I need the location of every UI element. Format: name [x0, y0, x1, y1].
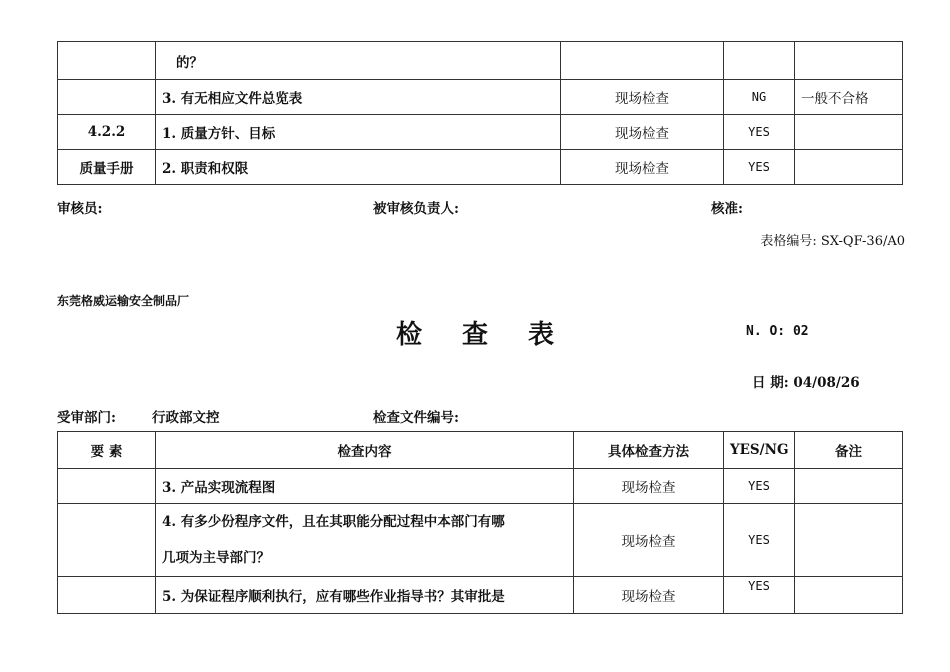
method-cell: 现场检查 [561, 150, 724, 185]
header-content: 检查内容 [156, 432, 574, 469]
element-cell [58, 504, 156, 577]
auditee-label: 被审核负责人: [373, 201, 459, 217]
table-row [58, 150, 903, 185]
result-cell: YES [724, 577, 795, 614]
method-cell: 现场检查 [574, 469, 724, 504]
element-cell [58, 42, 156, 80]
table-row [58, 80, 903, 115]
content-line-2: 几项为主导部门？ [162, 550, 270, 566]
content-cell: 3. 有无相应文件总览表 [156, 80, 561, 115]
result-cell: YES [724, 115, 795, 150]
element-cell: 质量手册 [58, 150, 156, 185]
form-number: 表格编号: SX-QF-36/A0 [760, 234, 905, 249]
checklist-table-continued [57, 41, 903, 185]
dept-label: 受审部门: [57, 410, 116, 426]
header-element: 要 素 [58, 432, 156, 469]
method-cell: 现场检查 [561, 80, 724, 115]
date-label: 日 期: 04/08/26 [752, 375, 860, 391]
page-title: 检查表 [396, 320, 595, 350]
header-result: YES/NG [724, 432, 795, 469]
doc-number-label: 检查文件编号: [373, 410, 459, 426]
remark-cell [795, 469, 903, 504]
content-line-1: 4. 有多少份程序文件，且在其职能分配过程中本部门有哪 [162, 514, 505, 530]
table-row [58, 577, 903, 614]
method-cell: 现场检查 [561, 115, 724, 150]
method-cell [561, 42, 724, 80]
table-row [58, 469, 903, 504]
remark-cell [795, 504, 903, 577]
element-cell: 4.2.2 [58, 115, 156, 150]
header-remark: 备注 [795, 432, 903, 469]
content-cell [156, 504, 574, 577]
header-method: 具体检查方法 [574, 432, 724, 469]
remark-cell [795, 42, 903, 80]
auditor-label: 审核员: [57, 201, 103, 217]
form-sequence-number: N. O: 02 [746, 324, 809, 339]
table-header-row [58, 432, 903, 469]
remark-cell [795, 150, 903, 185]
company-name: 东莞格威运输安全制品厂 [57, 294, 190, 308]
content-cell: 5. 为保证程序顺利执行，应有哪些作业指导书？其审批是 [156, 577, 574, 614]
approver-label: 核准: [711, 201, 743, 217]
dept-value: 行政部文控 [152, 410, 220, 426]
remark-cell [795, 577, 903, 614]
result-cell [724, 42, 795, 80]
method-cell: 现场检查 [574, 504, 724, 577]
checklist-table [57, 431, 903, 614]
content-cell: 1. 质量方针、目标 [156, 115, 561, 150]
content-cell: 3. 产品实现流程图 [156, 469, 574, 504]
element-cell [58, 577, 156, 614]
result-cell: NG [724, 80, 795, 115]
content-cell: 2. 职责和权限 [156, 150, 561, 185]
element-cell [58, 469, 156, 504]
result-cell: YES [724, 469, 795, 504]
remark-cell [795, 115, 903, 150]
table-row [58, 504, 903, 577]
method-cell: 现场检查 [574, 577, 724, 614]
content-cell: 的？ [156, 42, 561, 80]
result-cell: YES [724, 504, 795, 577]
remark-cell: 一般不合格 [795, 80, 903, 115]
element-cell [58, 80, 156, 115]
table-row [58, 115, 903, 150]
table-row [58, 42, 903, 80]
result-cell: YES [724, 150, 795, 185]
